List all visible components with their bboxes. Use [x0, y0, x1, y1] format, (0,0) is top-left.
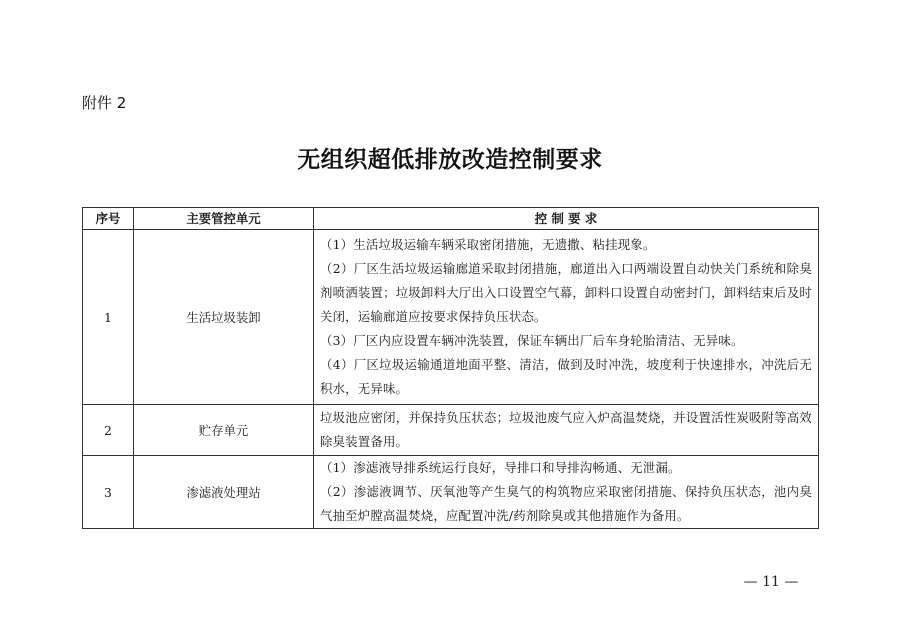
requirement-item: （3）厂区内应设置车辆冲洗装置，保证车辆出厂后车身轮胎清洁、无异味。: [320, 333, 744, 348]
row-seq: 2: [83, 405, 134, 456]
requirement-item: （2）厂区生活垃圾运输廊道采取封闭措施，廊道出入口两端设置自动快关门系统和除臭剂喷洒装置；垃圾卸料大厅出入口设置空气幕，卸料口设置自动密封门，卸料结束后及时关闭，运输廊道应按要求保持负压状态。: [320, 261, 812, 324]
document-title: 无组织超低排放改造控制要求: [297, 146, 603, 173]
requirement-item: （4）厂区垃圾运输通道地面平整、清洁，做到及时冲洗，坡度利于快速排水，冲洗后无积水，无异味。: [320, 357, 812, 396]
row-unit: 渗滤液处理站: [134, 456, 314, 529]
row-requirements: [314, 230, 819, 405]
attachment-label: 附件 2: [82, 94, 127, 112]
requirement-item: （1）生活垃圾运输车辆采取密闭措施，无遗撒、粘挂现象。: [320, 237, 656, 252]
requirement-item: （2）渗滤液调节、厌氧池等产生臭气的构筑物应采取密闭措施、保持负压状态，池内臭气抽至炉膛高温焚烧，应配置冲洗/药剂除臭或其他措施作为备用。: [320, 484, 812, 523]
requirements-table: [82, 207, 819, 529]
table-row: [83, 230, 819, 405]
requirement-item: （1）渗滤液导排系统运行良好，导排口和导排沟畅通、无泄漏。: [320, 460, 681, 475]
row-seq: 3: [83, 456, 134, 529]
row-unit: 生活垃圾装卸: [134, 230, 314, 405]
header-seq: 序号: [83, 208, 134, 230]
page-number: — 11 —: [743, 574, 799, 590]
row-requirements: [314, 405, 819, 456]
table-row: [83, 456, 819, 529]
row-unit: 贮存单元: [134, 405, 314, 456]
row-requirements: [314, 456, 819, 529]
header-requirements: 控 制 要 求: [314, 208, 819, 230]
header-unit: 主要管控单元: [134, 208, 314, 230]
requirement-item: 垃圾池应密闭，并保持负压状态；垃圾池废气应入炉高温焚烧，并设置活性炭吸附等高效除臭装置备用。: [320, 410, 812, 449]
table-header-row: [83, 208, 819, 230]
row-seq: 1: [83, 230, 134, 405]
table-row: [83, 405, 819, 456]
